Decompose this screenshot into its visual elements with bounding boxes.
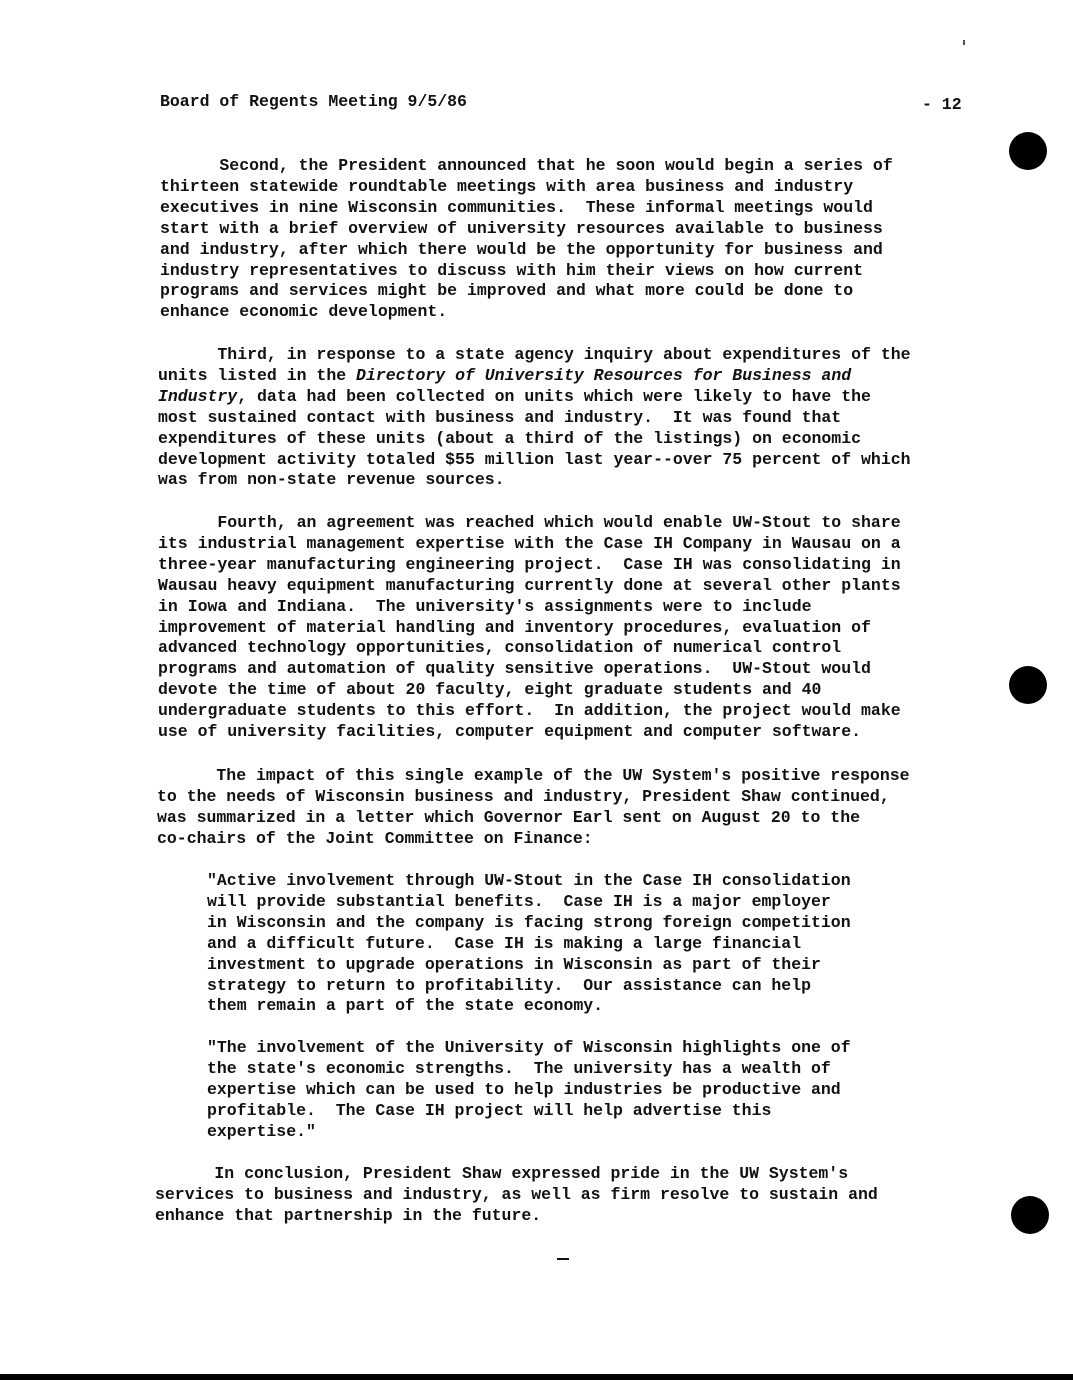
- page-mark-dash: [557, 1258, 569, 1260]
- paragraph-expenditures: [158, 345, 911, 491]
- directory-title-italic: Directory of University Resources for Business and: [356, 365, 852, 385]
- scan-bottom-edge: [0, 1374, 1073, 1380]
- paragraph-conclusion: In conclusion, President Shaw expressed pride in the UW System's services to business and industry, as well as firm resolve to sustain and enhance that partnership in the future.: [155, 1164, 878, 1225]
- binder-hole-top: [1009, 132, 1047, 170]
- paragraph-text: Third, in response to a state agency inquiry about expenditures of the units listed in the: [158, 345, 911, 385]
- directory-title-italic: Industry: [158, 386, 238, 406]
- page-header-title: Board of Regents Meeting 9/5/86: [160, 92, 467, 111]
- paragraph-impact: The impact of this single example of the UW System's positive response to the needs of Wisconsin business and industry, President Shaw continued, was summarized in a letter which Governor Earl sent on August 20 to the co-chairs of the Joint Committee on Finance:: [157, 766, 910, 848]
- scan-speck: [963, 40, 965, 45]
- binder-hole-middle: [1009, 666, 1047, 704]
- binder-hole-bottom: [1011, 1196, 1049, 1234]
- paragraph-roundtable: Second, the President announced that he soon would begin a series of thirteen statewide roundtable meetings with area business and industry executives in nine Wisconsin communities. These informal meetings would start with a brief overview of university resources available to business and industry, after which there would be the opportunity for business and industry representatives to discuss with him their views on how current programs and services might be improved and what more could be done to enhance economic development.: [160, 156, 893, 322]
- page-number: - 12: [922, 95, 962, 114]
- paragraph-uw-stout-agreement: Fourth, an agreement was reached which would enable UW-Stout to share its industrial management expertise with the Case IH Company in Wausau on a three-year manufacturing engineering project. Case IH was consolidating in Wausau heavy equipment manufacturing currently done at several other plants in Iowa and Indiana. The university's assignments were to include improvement of material handling and inventory procedures, evaluation of advanced technology opportunities, consolidation of numerical control programs and automation of quality sensitive operations. UW-Stout would devote the time of about 20 faculty, eight graduate students and 40 undergraduate students to this effort. In addition, the project would make use of university facilities, computer equipment and computer software.: [158, 513, 901, 742]
- quote-paragraph-2: "The involvement of the University of Wisconsin highlights one of the state's economic strengths. The university has a wealth of expertise which can be used to help industries be productive and profitable. The Case IH project will help advertise this expertise.": [207, 1038, 851, 1141]
- paragraph-text: , data had been collected on units which were likely to have the most sustained contact with business and industry. It was found that expenditures of these units (about a third of the listings) on economic development activity totaled $55 million last year--over 75 percent of which was from non-state revenue sources.: [158, 386, 911, 490]
- quote-paragraph-1: "Active involvement through UW-Stout in the Case IH consolidation will provide substantial benefits. Case IH is a major employer in Wisconsin and the company is facing strong foreign competition and a difficult future. Case IH is making a large financial investment to upgrade operations in Wisconsin as part of their strategy to return to profitability. Our assistance can help them remain a part of the state economy.: [207, 871, 851, 1016]
